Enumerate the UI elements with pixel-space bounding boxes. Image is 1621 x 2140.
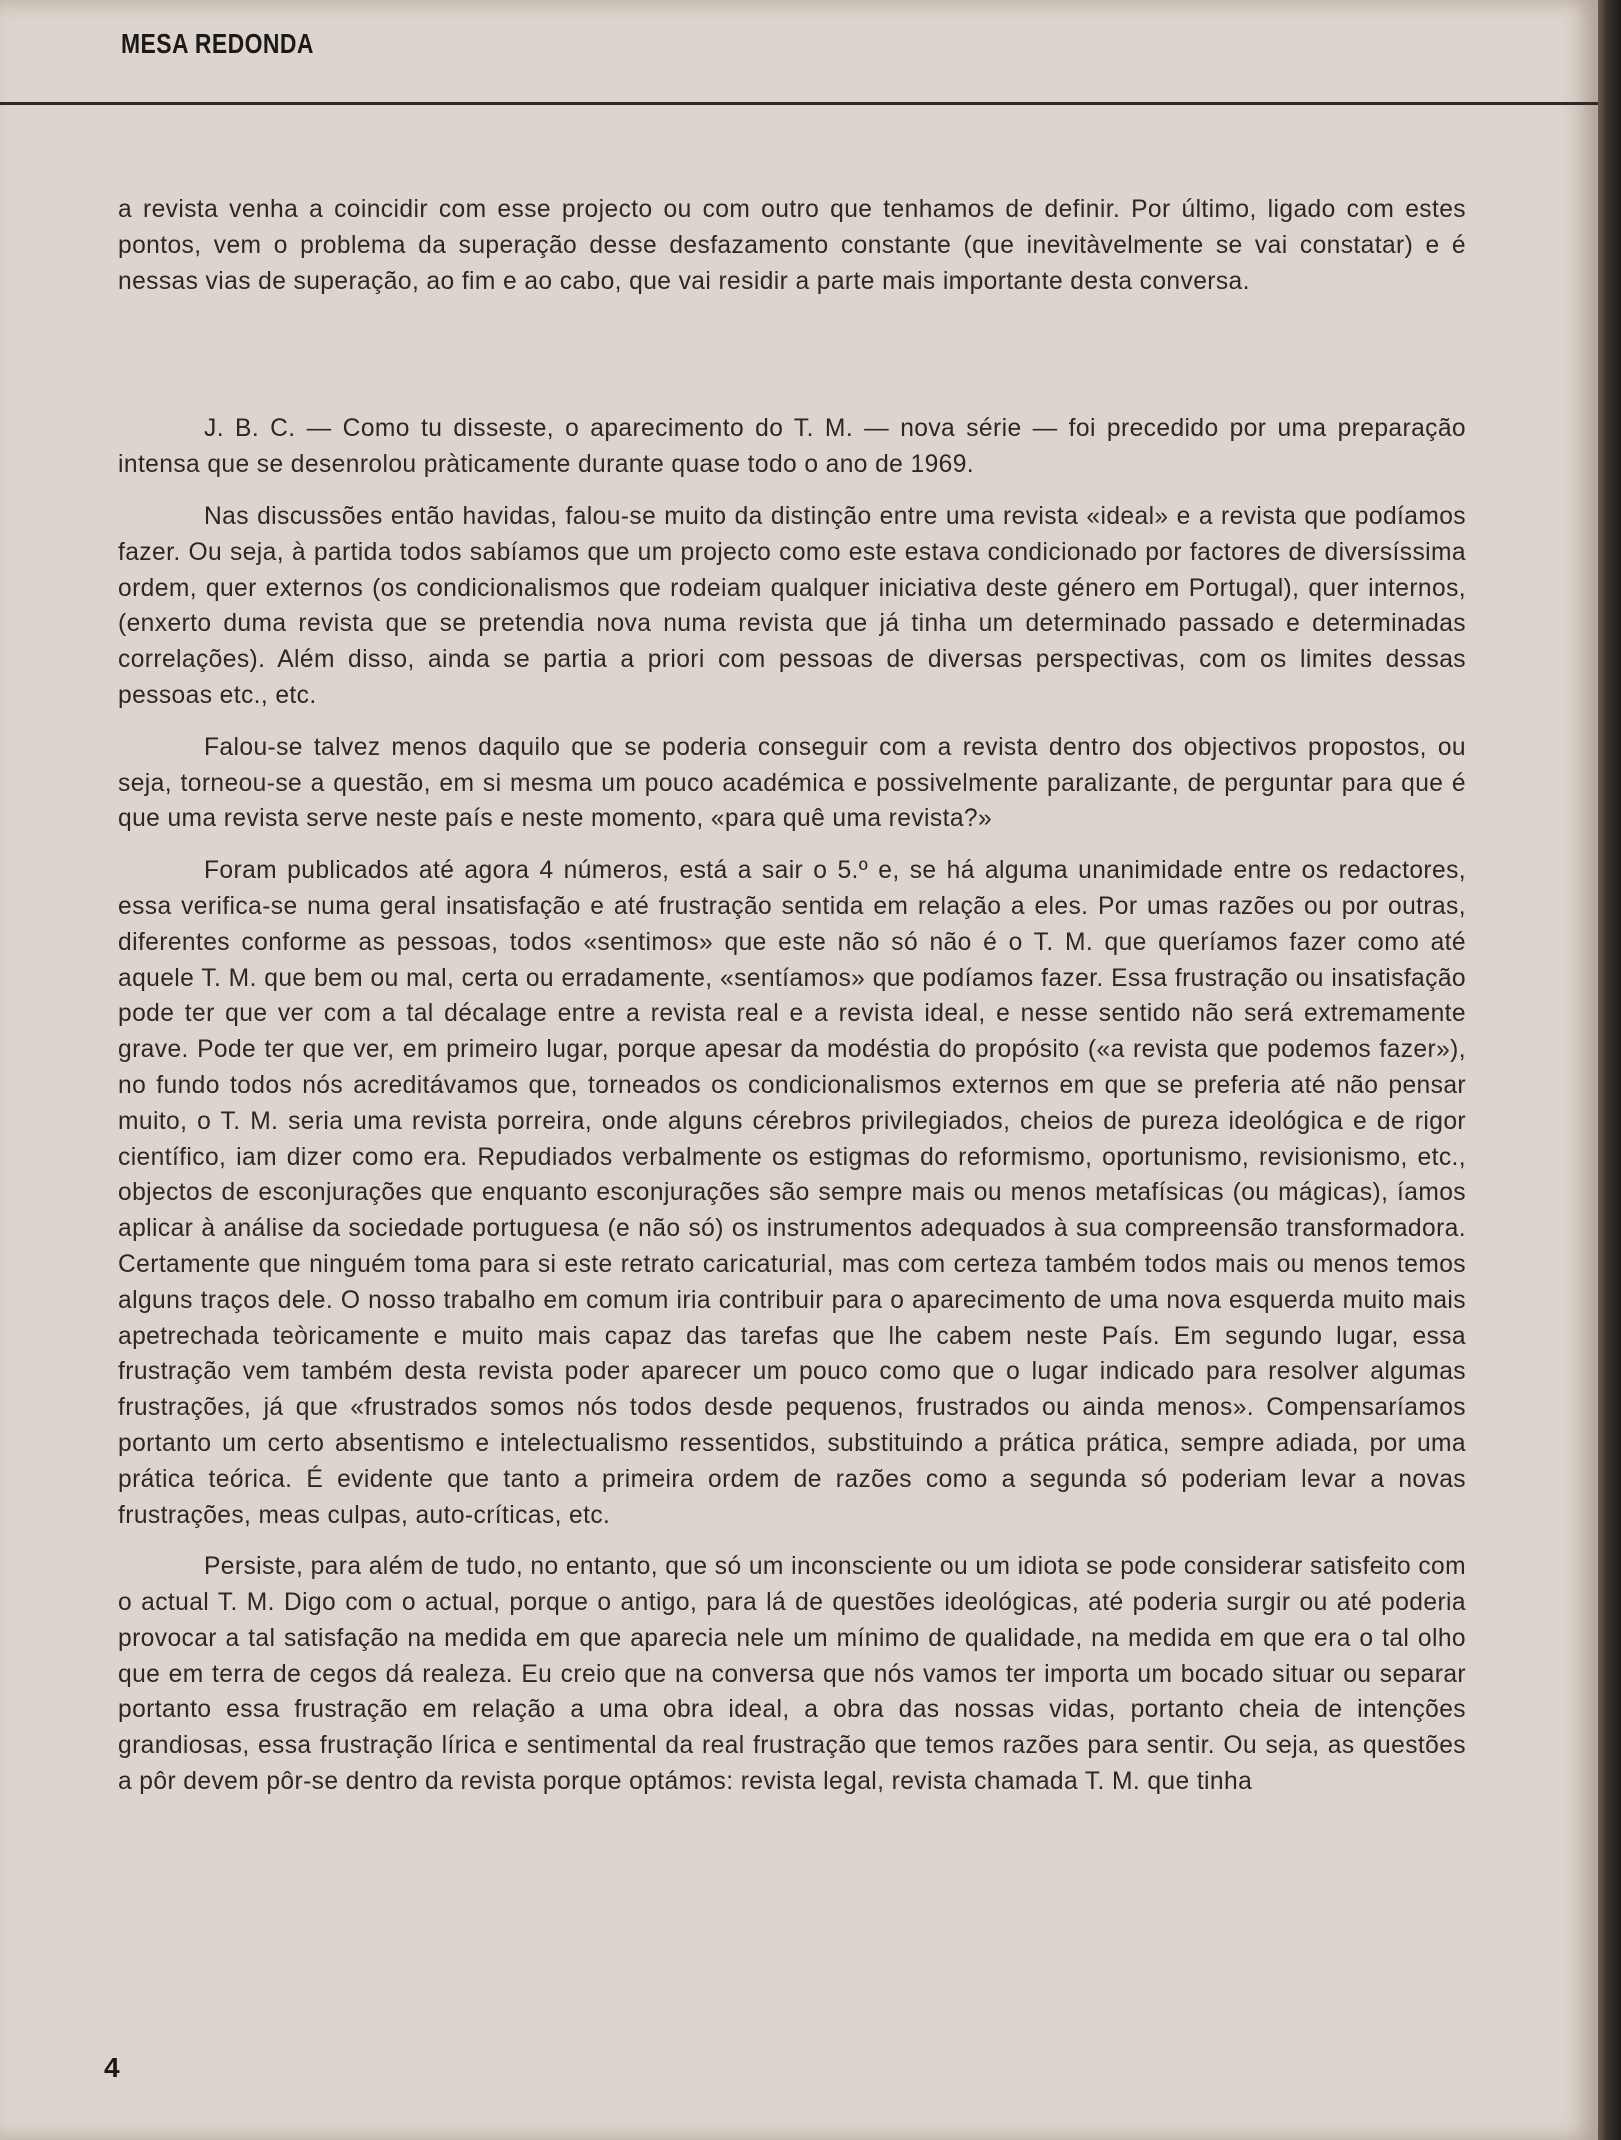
paragraph: Foram publicados até agora 4 números, está a sair o 5.º e, se há alguma unanimidade entre os redactores, essa verifica-se numa geral insatisfação e até frustração sentida em relação a eles. Por umas razões ou por outras, diferentes conforme as pessoas, todos «sentimos» que este não só não é o T. M. que queríamos fazer como até aquele T. M. que bem ou mal, certa ou erradamente, «sentíamos» que podíamos fazer. Essa frustração ou insatisfação pode ter que ver com a tal décalage entre a revista real e a revista ideal, e nesse sentido não será extremamente grave. Pode ter que ver, em primeiro lugar, porque apesar da modéstia do propósito («a revista que podemos fazer»), no fundo todos nós acreditávamos que, torneados os condicionalismos externos em que se preferia até não pensar muito, o T. M. seria uma revista porreira, onde alguns cérebros privilegiados, cheios de pureza ideológica e de rigor científico, iam dizer como era. Repudiados verbalmente os estigmas do reformismo, oportunismo, revisionismo, etc., objectos de esconjurações que enquanto esconjurações são sempre mais ou menos metafísicas (ou mágicas), íamos aplicar à análise da sociedade portuguesa (e não só) os instrumentos adequados à sua compreensão transformadora. Certamente que ninguém toma para si este retrato caricaturial, mas com certeza também todos mais ou menos temos alguns traços dele. O nosso trabalho em comum iria contribuir para o aparecimento de uma nova esquerda muito mais apetrechada teòricamente e muito mais capaz das tarefas que lhe cabem neste País. Em segundo lugar, essa frustração vem também desta revista poder aparecer um pouco como que o lugar indicado para resolver algumas frustrações, já que «frustrados somos nós todos desde pequenos, frustrados ou ainda menos». Compensaríamos portanto um certo absentismo e intelectualismo ressentidos, substituindo a prática prática, sempre adiada, por uma prática teórica. É evidente que tanto a primeira ordem de razões como a segunda só poderiam levar a novas frustrações, meas culpas, auto-críticas, etc. — [118, 857, 1466, 1529]
paragraph-speaker-intro: J. B. C. — Como tu disseste, o aparecimento do T. M. — nova série — foi precedido por uma preparação intensa que se desenrolou pràticamente durante quase todo o ano de 1969. — [118, 415, 1466, 479]
page-number: 4 — [104, 2052, 120, 2083]
header-rule — [0, 102, 1598, 105]
paragraph: Falou-se talvez menos daquilo que se poderia conseguir com a revista dentro dos objectivos propostos, ou seja, torneou-se a questão, em si mesma um pouco académica e possivelmente paralizante, de perguntar para que é que uma revista serve neste país e neste momento, «para quê uma revista?» — [118, 733, 1466, 833]
article-body — [118, 192, 1466, 1800]
paragraph: Nas discussões então havidas, falou-se muito da distinção entre uma revista «ideal» e a revista que podíamos fazer. Ou seja, à partida todos sabíamos que um projecto como este estava condicionado por factores de diversíssima ordem, quer externos (os condicionalismos que rodeiam qualquer iniciativa deste género em Portugal), quer internos, (enxerto duma revista que se pretendia nova numa revista que já tinha um determinado passado e determinadas correlações). Além disso, ainda se partia a priori com pessoas de diversas perspectivas, com os limites dessas pessoas etc., etc. — [118, 502, 1466, 709]
running-header-title: MESA REDONDA — [121, 28, 314, 59]
paragraph: Persiste, para além de tudo, no entanto, que só um inconsciente ou um idiota se pode considerar satisfeito com o actual T. M. Digo com o actual, porque o antigo, para lá de questões ideológicas, até poderia surgir ou até poderia provocar a tal satisfação na medida em que aparecia nele um mínimo de qualidade, na medida em que era o tal olho que em terra de cegos dá realeza. Eu creio que na conversa que nós vamos ter importa um bocado situar ou separar portanto essa frustração em relação a uma obra ideal, a obra das nossas vidas, portanto cheia de intenções grandiosas, essa frustração lírica e sentimental da real frustração que temos razões para sentir. Ou seja, as questões a pôr devem pôr-se dentro da revista porque optámos: revista legal, revista chamada T. M. que tinha — [118, 1553, 1466, 1796]
paragraph-continuation: a revista venha a coincidir com esse projecto ou com outro que tenhamos de definir. Por último, ligado com estes pontos, vem o problema da superação desse desfazamento constante (que inevitàvelmente se vai constatar) e é nessas vias de superação, ao fim e ao cabo, que vai residir a parte mais importante desta conversa. — [118, 196, 1466, 295]
page-edge-shadow — [1598, 0, 1621, 2140]
